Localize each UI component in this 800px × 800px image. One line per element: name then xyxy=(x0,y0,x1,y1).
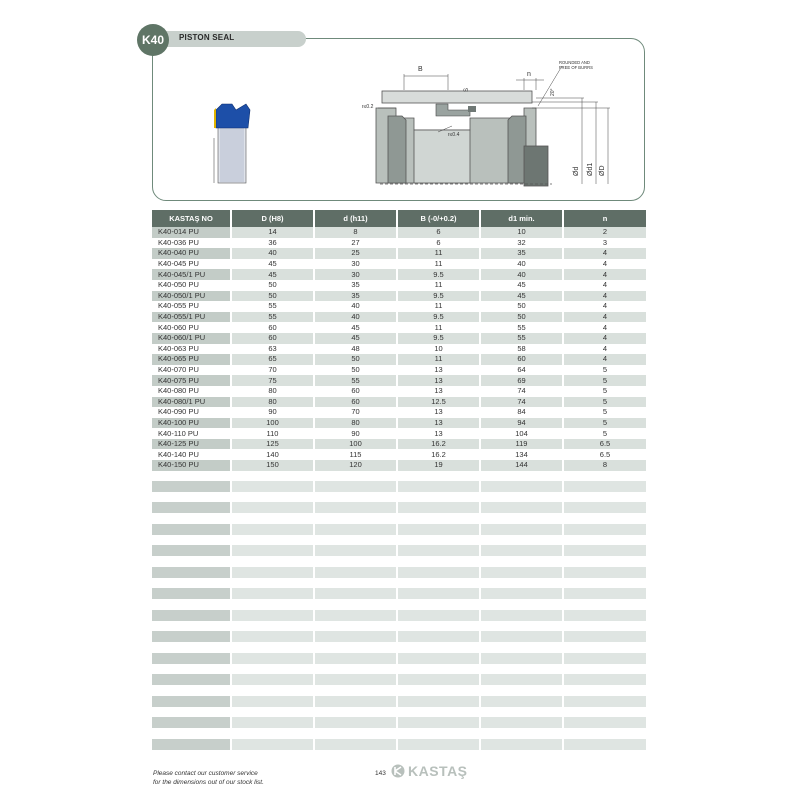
table-cell: 69 xyxy=(481,375,562,386)
table-cell: 90 xyxy=(351,428,360,438)
header-kastas-no: KASTAŞ NO xyxy=(152,210,230,227)
table-row xyxy=(152,238,646,249)
empty-cell xyxy=(564,610,646,621)
part-number-cell: K40-055/1 PU xyxy=(152,312,230,323)
empty-cell xyxy=(315,696,396,707)
table-cell: 4 xyxy=(564,269,646,280)
empty-cell xyxy=(398,567,479,578)
table-cell: 6 xyxy=(436,237,441,247)
page-number: 143 xyxy=(375,770,386,777)
dimension-d-label: Ød xyxy=(573,166,580,176)
table-cell: 8 xyxy=(315,227,396,238)
table-cell: 45 xyxy=(517,280,526,290)
table-cell: 50 xyxy=(351,365,360,375)
empty-cell xyxy=(232,545,313,556)
empty-cell xyxy=(398,588,479,599)
empty-cell xyxy=(564,588,646,599)
table-cell: 110 xyxy=(266,428,279,438)
table-cell: 60 xyxy=(315,397,396,408)
empty-cell xyxy=(481,588,562,599)
empty-table-row xyxy=(152,674,646,685)
empty-cell xyxy=(152,653,230,664)
part-number-cell: K40-063 PU xyxy=(158,343,199,353)
table-cell: 60 xyxy=(351,386,360,396)
part-number-cell: K40-110 PU xyxy=(158,428,199,438)
table-cell: 5 xyxy=(602,365,608,375)
table-cell: 150 xyxy=(232,460,313,471)
table-cell: 13 xyxy=(434,428,443,438)
housing-outline xyxy=(376,91,552,186)
table-row xyxy=(152,322,646,333)
part-number-cell: K40-075 PU xyxy=(152,375,230,386)
header-d-h11: d (h11) xyxy=(315,210,396,227)
header-n: n xyxy=(564,210,646,227)
part-number-cell: K40-045/1 PU xyxy=(152,269,230,280)
seal-profile-icon xyxy=(214,104,250,183)
table-cell: 125 xyxy=(232,439,313,450)
empty-cell xyxy=(232,610,313,621)
table-row xyxy=(152,460,646,471)
kastas-logo-icon xyxy=(391,764,405,778)
table-cell: 40 xyxy=(517,259,526,269)
empty-cell xyxy=(481,524,562,535)
empty-cell xyxy=(398,524,479,535)
empty-cell xyxy=(315,545,396,556)
table-cell: 13 xyxy=(434,386,443,396)
empty-cell xyxy=(564,739,646,750)
empty-cell xyxy=(481,674,562,685)
note-line-2: FREE OF BURRS xyxy=(559,65,593,70)
table-cell: 12.5 xyxy=(398,397,479,408)
table-cell: 64 xyxy=(517,365,526,375)
empty-cell xyxy=(481,653,562,664)
table-cell: 70 xyxy=(351,407,360,417)
table-cell: 11 xyxy=(434,322,443,332)
empty-table-row xyxy=(152,717,646,728)
table-cell: 30 xyxy=(315,269,396,280)
table-cell: 119 xyxy=(481,439,562,450)
empty-cell xyxy=(232,631,313,642)
part-number-cell: K40-140 PU xyxy=(158,449,199,459)
empty-cell xyxy=(398,653,479,664)
dimension-d1-label: Ød1 xyxy=(587,162,594,176)
empty-cell xyxy=(315,674,396,685)
table-cell: 5 xyxy=(602,428,608,438)
table-body xyxy=(152,227,646,471)
table-cell: 6.5 xyxy=(564,439,646,450)
header-d-h8: D (H8) xyxy=(232,210,313,227)
table-cell: 50 xyxy=(315,354,396,365)
table-cell: 11 xyxy=(398,354,479,365)
table-cell: 45 xyxy=(481,291,562,302)
note-line-1: ROUNDED AND xyxy=(559,60,590,65)
table-cell: 16.2 xyxy=(398,439,479,450)
footnote-line-2: for the dimensions out of our stock list. xyxy=(153,779,264,786)
empty-cell xyxy=(315,739,396,750)
table-cell: 9.5 xyxy=(398,312,479,323)
table-cell: 40 xyxy=(481,269,562,280)
table-cell: 9.5 xyxy=(398,269,479,280)
empty-cell xyxy=(152,631,230,642)
table-cell: 50 xyxy=(232,291,313,302)
empty-cell xyxy=(398,481,479,492)
empty-cell xyxy=(315,631,396,642)
table-row xyxy=(152,344,646,355)
empty-cell xyxy=(232,588,313,599)
table-cell: 13 xyxy=(398,375,479,386)
table-cell: 40 xyxy=(232,248,313,259)
empty-cell xyxy=(481,696,562,707)
empty-cell xyxy=(315,524,396,535)
empty-cell xyxy=(152,502,230,513)
part-number-cell: K40-055 PU xyxy=(158,301,199,311)
empty-cell xyxy=(152,610,230,621)
dimension-D-label: ØD xyxy=(599,165,606,176)
part-number-cell: K40-045 PU xyxy=(158,259,199,269)
part-number-cell: K40-150 PU xyxy=(152,460,230,471)
table-cell: 35 xyxy=(315,291,396,302)
logo-text: KASTAŞ xyxy=(408,763,468,779)
table-cell: 13 xyxy=(434,407,443,417)
table-cell: 27 xyxy=(351,237,360,247)
table-cell: 30 xyxy=(351,259,360,269)
empty-cell xyxy=(315,717,396,728)
table-cell: 134 xyxy=(515,449,528,459)
empty-cell xyxy=(564,524,646,535)
table-cell: 60 xyxy=(481,354,562,365)
table-cell: 140 xyxy=(266,449,279,459)
table-cell: 4 xyxy=(602,301,608,311)
part-number-cell: K40-080/1 PU xyxy=(152,397,230,408)
empty-table-row xyxy=(152,696,646,707)
empty-cell xyxy=(232,481,313,492)
table-cell: 55 xyxy=(315,375,396,386)
table-cell: 65 xyxy=(232,354,313,365)
table-cell: 4 xyxy=(564,354,646,365)
empty-cell xyxy=(232,717,313,728)
table-cell: 70 xyxy=(268,365,277,375)
table-row xyxy=(152,365,646,376)
table-cell: 90 xyxy=(268,407,277,417)
empty-cell xyxy=(564,567,646,578)
empty-cell xyxy=(232,567,313,578)
empty-cell xyxy=(152,674,230,685)
radius-02-label: r≤0.2 xyxy=(362,104,374,110)
empty-cell xyxy=(398,610,479,621)
empty-cell xyxy=(398,696,479,707)
table-row xyxy=(152,291,646,302)
dimension-s-label: S xyxy=(464,87,470,92)
empty-cell xyxy=(152,696,230,707)
empty-cell xyxy=(398,631,479,642)
footnote-line-1: Please contact our customer service xyxy=(153,770,258,777)
table-cell: 11 xyxy=(434,259,443,269)
table-cell: 4 xyxy=(564,248,646,259)
table-cell: 2 xyxy=(564,227,646,238)
table-cell: 55 xyxy=(232,312,313,323)
empty-table-row xyxy=(152,481,646,492)
empty-cell xyxy=(315,502,396,513)
table-row xyxy=(152,397,646,408)
table-cell: 94 xyxy=(481,418,562,429)
table-cell: 13 xyxy=(434,365,443,375)
part-number-cell: K40-050/1 PU xyxy=(152,291,230,302)
part-number-cell: K40-040 PU xyxy=(152,248,230,259)
empty-cell xyxy=(315,653,396,664)
empty-table-row xyxy=(152,739,646,750)
kastas-logo xyxy=(391,763,468,779)
header-b: B (-0/+0.2) xyxy=(398,210,479,227)
table-row xyxy=(152,280,646,291)
empty-table-row xyxy=(152,588,646,599)
part-number-cell: K40-100 PU xyxy=(152,418,230,429)
part-number-cell: K40-050 PU xyxy=(158,280,199,290)
empty-cell xyxy=(481,739,562,750)
table-cell: 11 xyxy=(434,301,443,311)
table-cell: 4 xyxy=(602,322,608,332)
table-cell: 5 xyxy=(564,375,646,386)
table-cell: 80 xyxy=(232,397,313,408)
empty-cell xyxy=(398,717,479,728)
table-cell: 35 xyxy=(351,280,360,290)
empty-cell xyxy=(152,481,230,492)
table-row xyxy=(152,248,646,259)
part-number-cell: K40-125 PU xyxy=(152,439,230,450)
table-row xyxy=(152,269,646,280)
table-cell: 6 xyxy=(398,227,479,238)
empty-cell xyxy=(564,674,646,685)
table-cell: 16.2 xyxy=(431,449,446,459)
table-cell: 50 xyxy=(517,301,526,311)
table-row xyxy=(152,407,646,418)
empty-cell xyxy=(315,567,396,578)
table-cell: 50 xyxy=(268,280,277,290)
table-cell: 45 xyxy=(268,259,277,269)
table-row xyxy=(152,439,646,450)
empty-cell xyxy=(232,653,313,664)
empty-cell xyxy=(481,631,562,642)
empty-cell xyxy=(398,739,479,750)
empty-cell xyxy=(564,545,646,556)
empty-cell xyxy=(481,545,562,556)
table-cell: 4 xyxy=(602,280,608,290)
part-number-cell: K40-090 PU xyxy=(158,407,199,417)
table-cell: 45 xyxy=(232,269,313,280)
table-cell: 36 xyxy=(268,237,277,247)
table-row xyxy=(152,428,646,439)
table-cell: 4 xyxy=(602,259,608,269)
table-cell: 4 xyxy=(602,343,608,353)
part-number-cell: K40-070 PU xyxy=(158,365,199,375)
angle-label: 20° xyxy=(550,88,556,96)
empty-cell xyxy=(481,610,562,621)
table-cell: 115 xyxy=(349,449,362,459)
table-cell: 50 xyxy=(481,312,562,323)
table-header xyxy=(152,210,646,227)
empty-cell xyxy=(564,696,646,707)
table-row xyxy=(152,301,646,312)
table-cell: 5 xyxy=(564,418,646,429)
table-cell: 75 xyxy=(232,375,313,386)
empty-cell xyxy=(481,502,562,513)
table-cell: 74 xyxy=(481,397,562,408)
table-cell: 84 xyxy=(517,407,526,417)
empty-table-row xyxy=(152,502,646,513)
title-bar xyxy=(160,31,306,47)
empty-cell xyxy=(564,717,646,728)
empty-cell xyxy=(232,674,313,685)
table-row xyxy=(152,375,646,386)
table-cell: 144 xyxy=(481,460,562,471)
empty-cell xyxy=(564,631,646,642)
table-cell: 58 xyxy=(517,343,526,353)
piston-seal-drawing xyxy=(152,38,643,200)
table-row xyxy=(152,333,646,344)
table-cell: 45 xyxy=(315,333,396,344)
empty-table-row xyxy=(152,631,646,642)
table-cell: 40 xyxy=(351,301,360,311)
table-cell: 3 xyxy=(602,237,608,247)
table-cell: 104 xyxy=(515,428,528,438)
table-cell: 25 xyxy=(315,248,396,259)
empty-cell xyxy=(315,588,396,599)
table-cell: 9.5 xyxy=(398,291,479,302)
table-cell: 10 xyxy=(481,227,562,238)
table-cell: 80 xyxy=(315,418,396,429)
table-cell: 60 xyxy=(232,333,313,344)
series-code-badge: K40 xyxy=(137,24,169,56)
table-cell: 4 xyxy=(564,312,646,323)
table-cell: 4 xyxy=(564,333,646,344)
table-cell: 4 xyxy=(564,291,646,302)
table-cell: 100 xyxy=(315,439,396,450)
table-row xyxy=(152,386,646,397)
empty-cell xyxy=(481,481,562,492)
table-cell: 5 xyxy=(602,407,608,417)
table-cell: 74 xyxy=(517,386,526,396)
table-cell: 32 xyxy=(517,237,526,247)
empty-cell xyxy=(232,524,313,535)
table-cell: 8 xyxy=(564,460,646,471)
table-cell: 55 xyxy=(481,333,562,344)
table-cell: 11 xyxy=(434,280,443,290)
table-cell: 10 xyxy=(434,343,443,353)
empty-table-row xyxy=(152,653,646,664)
empty-cell xyxy=(315,481,396,492)
empty-cell xyxy=(152,588,230,599)
empty-cell xyxy=(564,502,646,513)
part-number-cell: K40-080 PU xyxy=(158,386,199,396)
table-cell: 14 xyxy=(232,227,313,238)
table-cell: 5 xyxy=(602,386,608,396)
table-row xyxy=(152,259,646,270)
table-cell: 5 xyxy=(564,397,646,408)
table-cell: 13 xyxy=(398,418,479,429)
empty-cell xyxy=(398,545,479,556)
empty-cell xyxy=(564,653,646,664)
table-cell: 40 xyxy=(315,312,396,323)
empty-table-row xyxy=(152,610,646,621)
table-cell: 55 xyxy=(268,301,277,311)
empty-cell xyxy=(564,481,646,492)
dimension-n-label: n xyxy=(527,71,531,78)
empty-cell xyxy=(232,696,313,707)
table-cell: 60 xyxy=(268,322,277,332)
radius-04-label: r≤0.4 xyxy=(448,132,460,138)
footnote xyxy=(153,769,264,787)
table-row xyxy=(152,312,646,323)
empty-cell xyxy=(152,545,230,556)
table-row xyxy=(152,418,646,429)
table-cell: 35 xyxy=(481,248,562,259)
empty-table-row xyxy=(152,567,646,578)
table-row xyxy=(152,449,646,460)
empty-cell xyxy=(232,502,313,513)
part-number-cell: K40-060/1 PU xyxy=(152,333,230,344)
table-cell: 19 xyxy=(398,460,479,471)
page-title: PISTON SEAL xyxy=(179,33,235,42)
empty-cell xyxy=(481,567,562,578)
table-cell: 48 xyxy=(351,343,360,353)
dimensions-table xyxy=(152,210,646,760)
empty-cell xyxy=(398,674,479,685)
table-cell: 80 xyxy=(268,386,277,396)
table-cell: 100 xyxy=(232,418,313,429)
part-number-cell: K40-036 PU xyxy=(158,237,199,247)
table-cell: 11 xyxy=(398,248,479,259)
table-cell: 45 xyxy=(351,322,360,332)
empty-cell xyxy=(315,610,396,621)
header-d1-min: d1 min. xyxy=(481,210,562,227)
dimension-b-label: B xyxy=(418,66,423,73)
empty-cell xyxy=(152,739,230,750)
part-number-cell: K40-065 PU xyxy=(152,354,230,365)
empty-table-row xyxy=(152,524,646,535)
table-row xyxy=(152,354,646,365)
empty-cell xyxy=(152,524,230,535)
empty-cell xyxy=(398,502,479,513)
table-cell: 55 xyxy=(517,322,526,332)
empty-cell xyxy=(152,717,230,728)
empty-cell xyxy=(481,717,562,728)
table-cell: 9.5 xyxy=(398,333,479,344)
empty-cell xyxy=(152,567,230,578)
part-number-cell: K40-060 PU xyxy=(158,322,199,332)
empty-table-row xyxy=(152,545,646,556)
part-number-cell: K40-014 PU xyxy=(152,227,230,238)
empty-rows xyxy=(152,481,646,750)
table-cell: 63 xyxy=(268,343,277,353)
table-row xyxy=(152,227,646,238)
empty-cell xyxy=(232,739,313,750)
table-cell: 6.5 xyxy=(599,449,611,459)
table-cell: 120 xyxy=(315,460,396,471)
